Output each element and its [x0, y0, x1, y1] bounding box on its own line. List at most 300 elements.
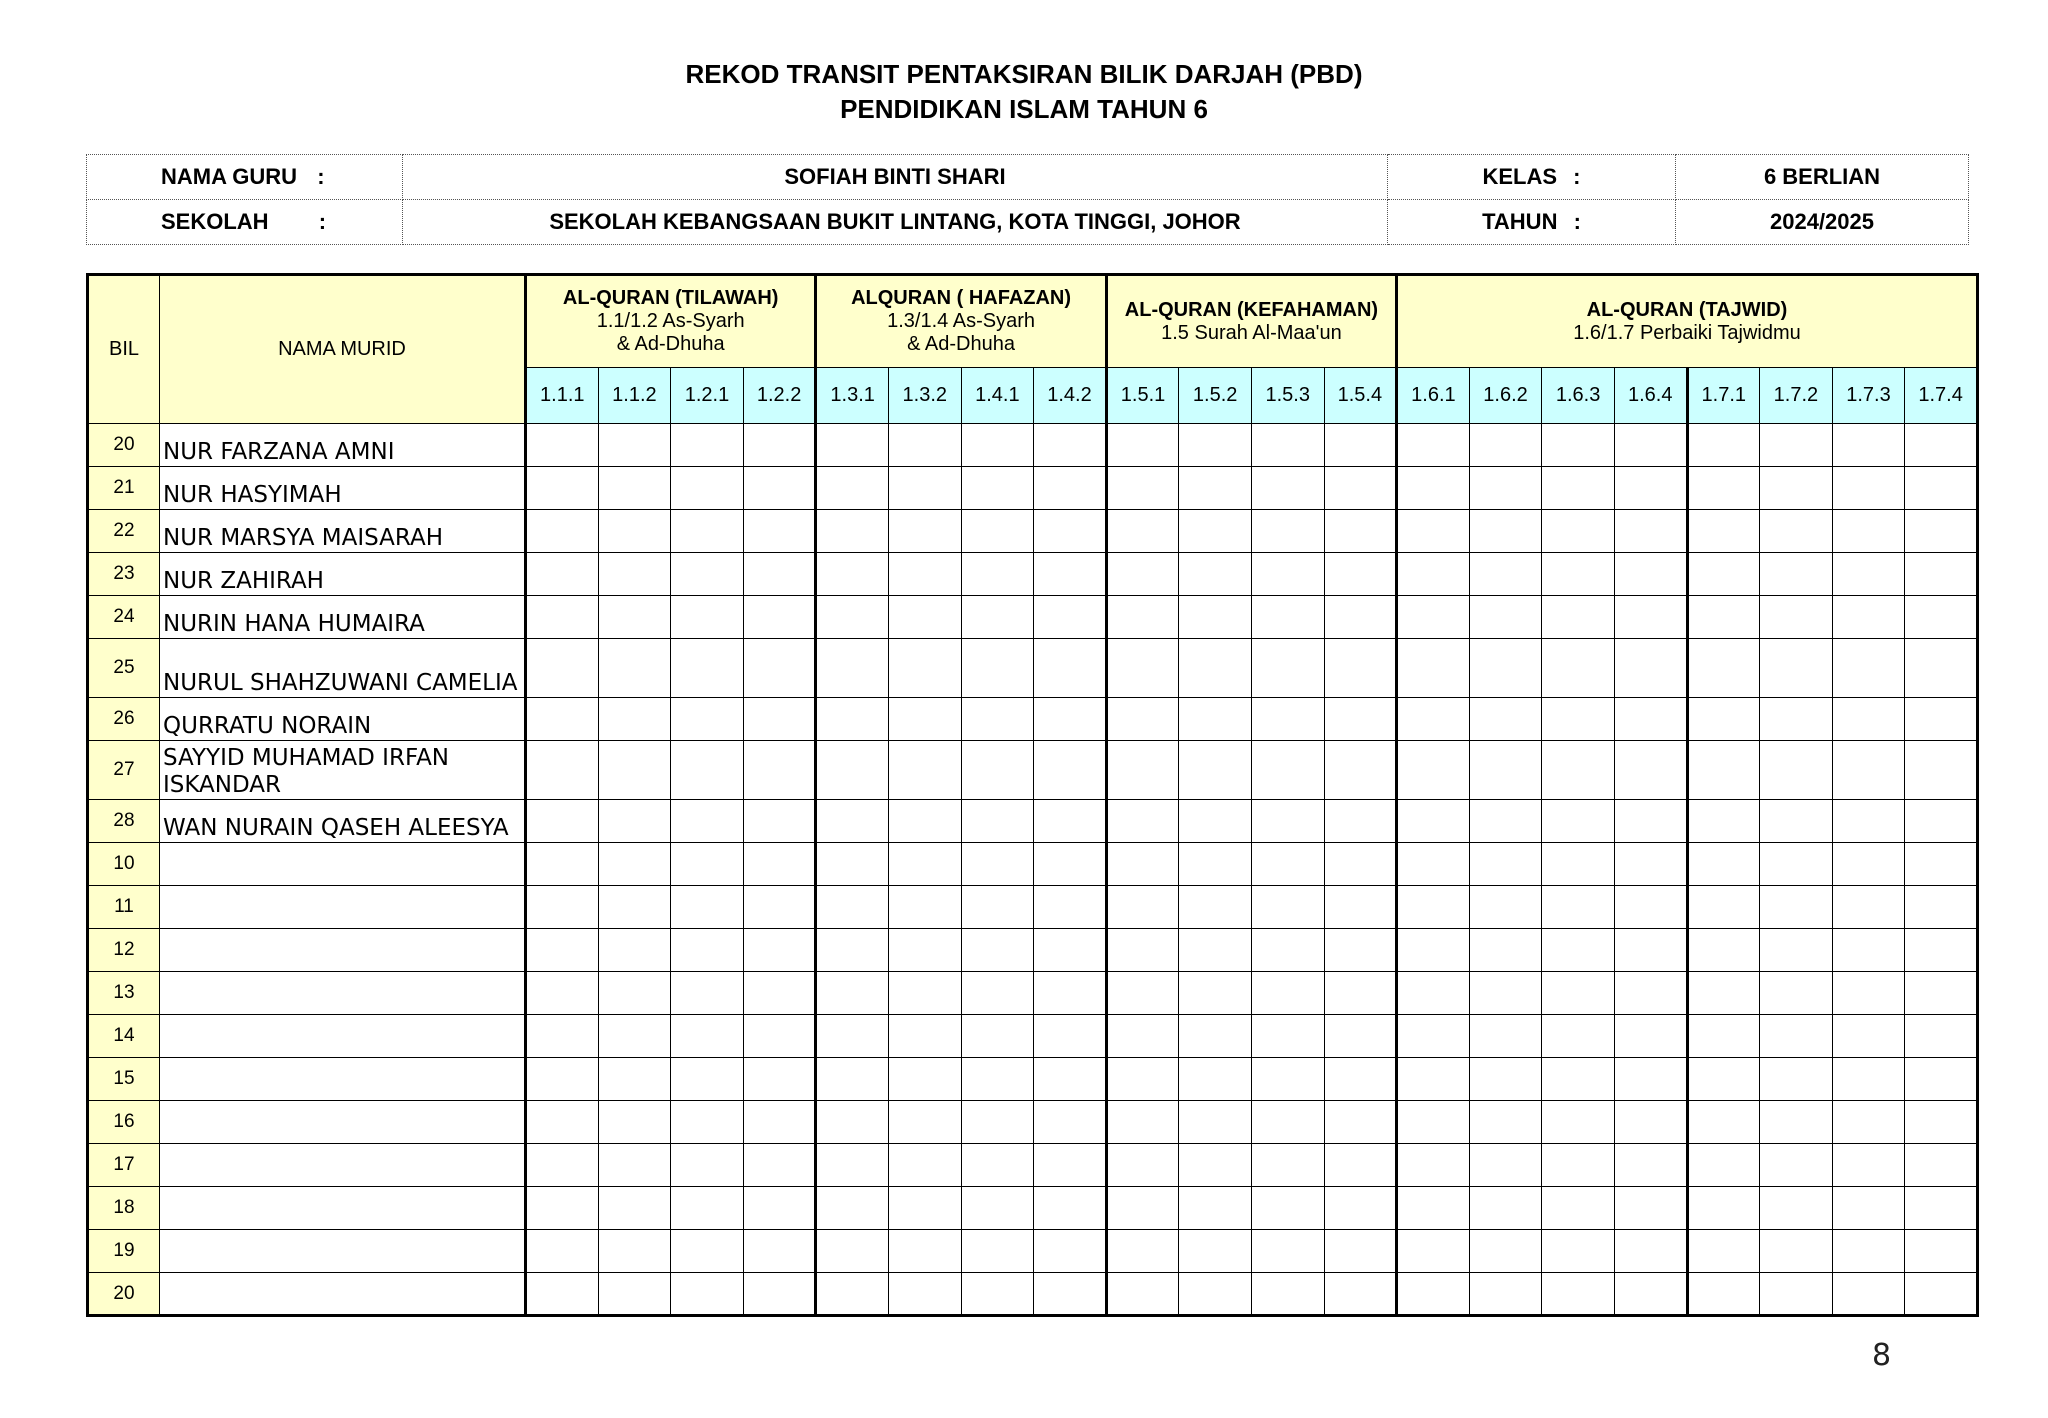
score-cell[interactable] — [526, 639, 599, 698]
score-cell[interactable] — [1106, 1058, 1179, 1101]
score-cell[interactable] — [888, 424, 961, 467]
score-cell[interactable] — [1251, 741, 1324, 800]
score-cell[interactable] — [1614, 1230, 1687, 1273]
score-cell[interactable] — [1687, 639, 1760, 698]
score-cell[interactable] — [1614, 639, 1687, 698]
score-cell[interactable] — [1469, 1015, 1542, 1058]
score-cell[interactable] — [1760, 1187, 1833, 1230]
score-cell[interactable] — [1687, 972, 1760, 1015]
score-cell[interactable] — [1397, 972, 1470, 1015]
score-cell[interactable] — [888, 1230, 961, 1273]
score-cell[interactable] — [1614, 800, 1687, 843]
score-cell[interactable] — [816, 596, 889, 639]
score-cell[interactable] — [1034, 553, 1107, 596]
score-cell[interactable] — [1251, 886, 1324, 929]
score-cell[interactable] — [671, 972, 744, 1015]
score-cell[interactable] — [598, 424, 671, 467]
score-cell[interactable] — [598, 843, 671, 886]
score-cell[interactable] — [1397, 596, 1470, 639]
score-cell[interactable] — [526, 1230, 599, 1273]
score-cell[interactable] — [1542, 596, 1615, 639]
score-cell[interactable] — [1034, 1058, 1107, 1101]
score-cell[interactable] — [671, 929, 744, 972]
score-cell[interactable] — [598, 929, 671, 972]
score-cell[interactable] — [961, 467, 1034, 510]
score-cell[interactable] — [1905, 1101, 1978, 1144]
score-cell[interactable] — [1397, 1187, 1470, 1230]
score-cell[interactable] — [1397, 929, 1470, 972]
score-cell[interactable] — [1905, 972, 1978, 1015]
score-cell[interactable] — [961, 929, 1034, 972]
score-cell[interactable] — [743, 639, 816, 698]
score-cell[interactable] — [1034, 698, 1107, 741]
score-cell[interactable] — [816, 929, 889, 972]
score-cell[interactable] — [1905, 1187, 1978, 1230]
score-cell[interactable] — [526, 972, 599, 1015]
score-cell[interactable] — [1832, 1015, 1905, 1058]
score-cell[interactable] — [1397, 1015, 1470, 1058]
score-cell[interactable] — [743, 1058, 816, 1101]
score-cell[interactable] — [1324, 1144, 1397, 1187]
score-cell[interactable] — [1324, 639, 1397, 698]
score-cell[interactable] — [1687, 886, 1760, 929]
score-cell[interactable] — [671, 596, 744, 639]
score-cell[interactable] — [961, 1144, 1034, 1187]
score-cell[interactable] — [671, 1058, 744, 1101]
score-cell[interactable] — [1760, 553, 1833, 596]
score-cell[interactable] — [1905, 741, 1978, 800]
score-cell[interactable] — [1832, 1101, 1905, 1144]
score-cell[interactable] — [961, 843, 1034, 886]
score-cell[interactable] — [1179, 741, 1252, 800]
score-cell[interactable] — [1542, 1058, 1615, 1101]
score-cell[interactable] — [1469, 1187, 1542, 1230]
score-cell[interactable] — [1179, 1230, 1252, 1273]
score-cell[interactable] — [888, 800, 961, 843]
score-cell[interactable] — [1179, 800, 1252, 843]
score-cell[interactable] — [1760, 843, 1833, 886]
score-cell[interactable] — [1469, 1230, 1542, 1273]
score-cell[interactable] — [1251, 698, 1324, 741]
score-cell[interactable] — [1760, 741, 1833, 800]
score-cell[interactable] — [1832, 929, 1905, 972]
score-cell[interactable] — [1687, 553, 1760, 596]
score-cell[interactable] — [1324, 1101, 1397, 1144]
score-cell[interactable] — [961, 510, 1034, 553]
score-cell[interactable] — [1542, 1273, 1615, 1316]
score-cell[interactable] — [1251, 1144, 1324, 1187]
score-cell[interactable] — [1397, 843, 1470, 886]
score-cell[interactable] — [743, 1187, 816, 1230]
score-cell[interactable] — [961, 553, 1034, 596]
score-cell[interactable] — [526, 1144, 599, 1187]
score-cell[interactable] — [1905, 698, 1978, 741]
score-cell[interactable] — [526, 1187, 599, 1230]
score-cell[interactable] — [598, 1015, 671, 1058]
score-cell[interactable] — [671, 424, 744, 467]
score-cell[interactable] — [1034, 1230, 1107, 1273]
score-cell[interactable] — [1687, 800, 1760, 843]
score-cell[interactable] — [1687, 1187, 1760, 1230]
score-cell[interactable] — [743, 424, 816, 467]
score-cell[interactable] — [1034, 639, 1107, 698]
score-cell[interactable] — [1251, 553, 1324, 596]
score-cell[interactable] — [1905, 596, 1978, 639]
score-cell[interactable] — [1832, 639, 1905, 698]
score-cell[interactable] — [888, 639, 961, 698]
score-cell[interactable] — [1687, 1144, 1760, 1187]
score-cell[interactable] — [816, 1273, 889, 1316]
score-cell[interactable] — [1106, 1187, 1179, 1230]
score-cell[interactable] — [598, 1101, 671, 1144]
score-cell[interactable] — [1469, 510, 1542, 553]
score-cell[interactable] — [1034, 843, 1107, 886]
score-cell[interactable] — [1760, 1230, 1833, 1273]
score-cell[interactable] — [961, 1230, 1034, 1273]
score-cell[interactable] — [598, 1058, 671, 1101]
score-cell[interactable] — [598, 741, 671, 800]
score-cell[interactable] — [961, 424, 1034, 467]
score-cell[interactable] — [1687, 698, 1760, 741]
score-cell[interactable] — [1614, 886, 1687, 929]
score-cell[interactable] — [598, 467, 671, 510]
score-cell[interactable] — [671, 510, 744, 553]
score-cell[interactable] — [1251, 929, 1324, 972]
score-cell[interactable] — [1542, 467, 1615, 510]
score-cell[interactable] — [671, 1015, 744, 1058]
score-cell[interactable] — [1324, 1230, 1397, 1273]
score-cell[interactable] — [816, 1187, 889, 1230]
score-cell[interactable] — [1179, 1273, 1252, 1316]
score-cell[interactable] — [1106, 1101, 1179, 1144]
score-cell[interactable] — [1106, 843, 1179, 886]
score-cell[interactable] — [1542, 972, 1615, 1015]
score-cell[interactable] — [1324, 553, 1397, 596]
score-cell[interactable] — [671, 698, 744, 741]
score-cell[interactable] — [816, 553, 889, 596]
score-cell[interactable] — [888, 843, 961, 886]
score-cell[interactable] — [598, 886, 671, 929]
score-cell[interactable] — [1397, 1144, 1470, 1187]
score-cell[interactable] — [743, 698, 816, 741]
score-cell[interactable] — [1251, 510, 1324, 553]
score-cell[interactable] — [1106, 553, 1179, 596]
score-cell[interactable] — [1469, 843, 1542, 886]
score-cell[interactable] — [526, 424, 599, 467]
score-cell[interactable] — [1905, 639, 1978, 698]
score-cell[interactable] — [961, 1058, 1034, 1101]
score-cell[interactable] — [1614, 1015, 1687, 1058]
score-cell[interactable] — [743, 553, 816, 596]
score-cell[interactable] — [1106, 424, 1179, 467]
score-cell[interactable] — [1905, 1015, 1978, 1058]
score-cell[interactable] — [1324, 1273, 1397, 1316]
score-cell[interactable] — [961, 741, 1034, 800]
score-cell[interactable] — [961, 639, 1034, 698]
score-cell[interactable] — [671, 1273, 744, 1316]
score-cell[interactable] — [1760, 972, 1833, 1015]
score-cell[interactable] — [1760, 639, 1833, 698]
score-cell[interactable] — [1469, 741, 1542, 800]
score-cell[interactable] — [1469, 972, 1542, 1015]
score-cell[interactable] — [1760, 698, 1833, 741]
score-cell[interactable] — [1397, 1230, 1470, 1273]
score-cell[interactable] — [888, 886, 961, 929]
score-cell[interactable] — [1542, 1101, 1615, 1144]
score-cell[interactable] — [743, 741, 816, 800]
score-cell[interactable] — [1832, 1187, 1905, 1230]
score-cell[interactable] — [1324, 424, 1397, 467]
score-cell[interactable] — [961, 886, 1034, 929]
score-cell[interactable] — [888, 1187, 961, 1230]
score-cell[interactable] — [816, 510, 889, 553]
score-cell[interactable] — [1251, 1230, 1324, 1273]
score-cell[interactable] — [1034, 1015, 1107, 1058]
score-cell[interactable] — [1614, 698, 1687, 741]
score-cell[interactable] — [1905, 1144, 1978, 1187]
score-cell[interactable] — [1832, 467, 1905, 510]
score-cell[interactable] — [1905, 1230, 1978, 1273]
score-cell[interactable] — [1034, 510, 1107, 553]
score-cell[interactable] — [1034, 929, 1107, 972]
score-cell[interactable] — [1614, 553, 1687, 596]
score-cell[interactable] — [1397, 1273, 1470, 1316]
score-cell[interactable] — [1905, 510, 1978, 553]
score-cell[interactable] — [598, 1230, 671, 1273]
score-cell[interactable] — [1760, 1058, 1833, 1101]
score-cell[interactable] — [1542, 698, 1615, 741]
score-cell[interactable] — [1034, 1101, 1107, 1144]
score-cell[interactable] — [961, 1101, 1034, 1144]
score-cell[interactable] — [1542, 741, 1615, 800]
score-cell[interactable] — [598, 698, 671, 741]
score-cell[interactable] — [1832, 1273, 1905, 1316]
score-cell[interactable] — [1034, 972, 1107, 1015]
score-cell[interactable] — [743, 929, 816, 972]
score-cell[interactable] — [1905, 424, 1978, 467]
score-cell[interactable] — [598, 972, 671, 1015]
score-cell[interactable] — [1469, 467, 1542, 510]
score-cell[interactable] — [888, 1144, 961, 1187]
score-cell[interactable] — [1832, 972, 1905, 1015]
score-cell[interactable] — [598, 596, 671, 639]
score-cell[interactable] — [1324, 596, 1397, 639]
score-cell[interactable] — [598, 1273, 671, 1316]
score-cell[interactable] — [671, 741, 744, 800]
score-cell[interactable] — [1251, 467, 1324, 510]
score-cell[interactable] — [1905, 1273, 1978, 1316]
score-cell[interactable] — [1106, 929, 1179, 972]
score-cell[interactable] — [1760, 1015, 1833, 1058]
score-cell[interactable] — [1905, 929, 1978, 972]
score-cell[interactable] — [671, 1187, 744, 1230]
score-cell[interactable] — [1469, 1058, 1542, 1101]
score-cell[interactable] — [1687, 1101, 1760, 1144]
score-cell[interactable] — [1179, 886, 1252, 929]
score-cell[interactable] — [1469, 800, 1542, 843]
score-cell[interactable] — [1542, 929, 1615, 972]
score-cell[interactable] — [1106, 510, 1179, 553]
score-cell[interactable] — [1251, 1015, 1324, 1058]
score-cell[interactable] — [1179, 510, 1252, 553]
score-cell[interactable] — [1034, 1187, 1107, 1230]
score-cell[interactable] — [1106, 1273, 1179, 1316]
score-cell[interactable] — [1542, 1187, 1615, 1230]
score-cell[interactable] — [888, 698, 961, 741]
score-cell[interactable] — [1760, 510, 1833, 553]
score-cell[interactable] — [1905, 467, 1978, 510]
score-cell[interactable] — [1324, 698, 1397, 741]
score-cell[interactable] — [1614, 929, 1687, 972]
score-cell[interactable] — [1469, 596, 1542, 639]
score-cell[interactable] — [1832, 1230, 1905, 1273]
score-cell[interactable] — [1832, 698, 1905, 741]
score-cell[interactable] — [1397, 510, 1470, 553]
score-cell[interactable] — [1179, 1015, 1252, 1058]
score-cell[interactable] — [1469, 553, 1542, 596]
score-cell[interactable] — [1687, 424, 1760, 467]
score-cell[interactable] — [1397, 886, 1470, 929]
score-cell[interactable] — [1687, 510, 1760, 553]
score-cell[interactable] — [1687, 929, 1760, 972]
score-cell[interactable] — [1397, 553, 1470, 596]
score-cell[interactable] — [743, 596, 816, 639]
score-cell[interactable] — [1760, 800, 1833, 843]
score-cell[interactable] — [888, 510, 961, 553]
score-cell[interactable] — [526, 886, 599, 929]
score-cell[interactable] — [1542, 553, 1615, 596]
score-cell[interactable] — [1832, 596, 1905, 639]
score-cell[interactable] — [1832, 843, 1905, 886]
score-cell[interactable] — [1542, 843, 1615, 886]
score-cell[interactable] — [526, 1273, 599, 1316]
score-cell[interactable] — [526, 467, 599, 510]
score-cell[interactable] — [1251, 1058, 1324, 1101]
score-cell[interactable] — [1106, 467, 1179, 510]
score-cell[interactable] — [1179, 972, 1252, 1015]
score-cell[interactable] — [816, 467, 889, 510]
score-cell[interactable] — [1614, 843, 1687, 886]
score-cell[interactable] — [1687, 1015, 1760, 1058]
score-cell[interactable] — [1251, 972, 1324, 1015]
score-cell[interactable] — [1397, 424, 1470, 467]
score-cell[interactable] — [1179, 1187, 1252, 1230]
score-cell[interactable] — [743, 886, 816, 929]
score-cell[interactable] — [598, 1144, 671, 1187]
score-cell[interactable] — [671, 1230, 744, 1273]
score-cell[interactable] — [1397, 467, 1470, 510]
score-cell[interactable] — [1397, 1101, 1470, 1144]
score-cell[interactable] — [816, 1230, 889, 1273]
score-cell[interactable] — [1832, 510, 1905, 553]
score-cell[interactable] — [816, 698, 889, 741]
score-cell[interactable] — [1760, 1144, 1833, 1187]
score-cell[interactable] — [598, 639, 671, 698]
score-cell[interactable] — [1179, 929, 1252, 972]
score-cell[interactable] — [743, 972, 816, 1015]
score-cell[interactable] — [888, 929, 961, 972]
score-cell[interactable] — [1832, 1144, 1905, 1187]
score-cell[interactable] — [1251, 1273, 1324, 1316]
score-cell[interactable] — [1687, 467, 1760, 510]
score-cell[interactable] — [1542, 1144, 1615, 1187]
score-cell[interactable] — [1251, 800, 1324, 843]
score-cell[interactable] — [1251, 1187, 1324, 1230]
score-cell[interactable] — [888, 467, 961, 510]
score-cell[interactable] — [743, 467, 816, 510]
score-cell[interactable] — [1034, 596, 1107, 639]
score-cell[interactable] — [1397, 698, 1470, 741]
score-cell[interactable] — [743, 1015, 816, 1058]
score-cell[interactable] — [1542, 1015, 1615, 1058]
score-cell[interactable] — [1397, 741, 1470, 800]
score-cell[interactable] — [1905, 843, 1978, 886]
score-cell[interactable] — [1106, 1230, 1179, 1273]
score-cell[interactable] — [1687, 741, 1760, 800]
score-cell[interactable] — [816, 639, 889, 698]
score-cell[interactable] — [1687, 1273, 1760, 1316]
score-cell[interactable] — [1034, 1273, 1107, 1316]
score-cell[interactable] — [888, 1058, 961, 1101]
score-cell[interactable] — [671, 1101, 744, 1144]
score-cell[interactable] — [961, 972, 1034, 1015]
score-cell[interactable] — [816, 1144, 889, 1187]
score-cell[interactable] — [526, 741, 599, 800]
score-cell[interactable] — [816, 843, 889, 886]
score-cell[interactable] — [1905, 886, 1978, 929]
score-cell[interactable] — [1687, 843, 1760, 886]
score-cell[interactable] — [1324, 972, 1397, 1015]
score-cell[interactable] — [961, 698, 1034, 741]
score-cell[interactable] — [1614, 972, 1687, 1015]
score-cell[interactable] — [888, 596, 961, 639]
score-cell[interactable] — [1397, 800, 1470, 843]
score-cell[interactable] — [671, 886, 744, 929]
score-cell[interactable] — [816, 424, 889, 467]
score-cell[interactable] — [816, 1101, 889, 1144]
score-cell[interactable] — [816, 886, 889, 929]
score-cell[interactable] — [1614, 1101, 1687, 1144]
score-cell[interactable] — [671, 639, 744, 698]
score-cell[interactable] — [1324, 467, 1397, 510]
score-cell[interactable] — [816, 1015, 889, 1058]
score-cell[interactable] — [1106, 1144, 1179, 1187]
score-cell[interactable] — [1687, 1058, 1760, 1101]
score-cell[interactable] — [526, 1058, 599, 1101]
score-cell[interactable] — [1687, 596, 1760, 639]
score-cell[interactable] — [598, 510, 671, 553]
score-cell[interactable] — [961, 1273, 1034, 1316]
score-cell[interactable] — [1106, 596, 1179, 639]
score-cell[interactable] — [888, 553, 961, 596]
score-cell[interactable] — [1614, 1187, 1687, 1230]
score-cell[interactable] — [1034, 424, 1107, 467]
score-cell[interactable] — [1251, 843, 1324, 886]
score-cell[interactable] — [671, 843, 744, 886]
score-cell[interactable] — [1542, 1230, 1615, 1273]
score-cell[interactable] — [961, 596, 1034, 639]
score-cell[interactable] — [1179, 1058, 1252, 1101]
score-cell[interactable] — [1614, 741, 1687, 800]
score-cell[interactable] — [1760, 596, 1833, 639]
score-cell[interactable] — [1542, 886, 1615, 929]
score-cell[interactable] — [1832, 800, 1905, 843]
score-cell[interactable] — [1179, 424, 1252, 467]
score-cell[interactable] — [1760, 1273, 1833, 1316]
score-cell[interactable] — [816, 800, 889, 843]
score-cell[interactable] — [1905, 800, 1978, 843]
score-cell[interactable] — [1614, 467, 1687, 510]
